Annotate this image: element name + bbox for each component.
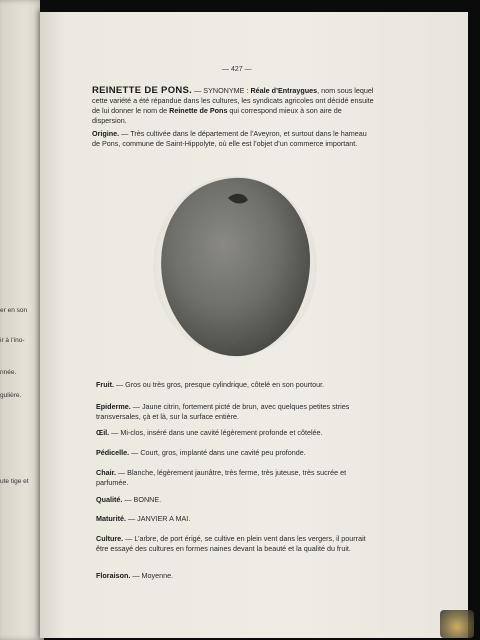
apple-illustration [150,170,320,360]
desc-text: — JANVIER A MAI. [125,514,191,523]
description-oeil [96,428,378,438]
top-shadow [40,0,480,12]
desc-label: Epiderme. [96,402,131,411]
heading-text: , nom sous lequel cette variété a été répandue dans les cultures, les syndicats agricoles ont décidé ensuite de lui donner le nom de [92,86,374,115]
synonym-prefix: — SYNONYME : [192,86,251,95]
left-page-fragment: nnée. [0,369,17,376]
description-chair [96,468,378,488]
description-pedicelle [96,448,378,458]
desc-label: Culture. [96,534,124,543]
description-floraison [96,571,378,581]
apple-photograph [150,170,320,360]
desc-text: — Jaune citrin, fortement picté de brun, avec quelques petites stries transversales, çà et là, sur la surface entière. [96,402,350,421]
description-epiderme [96,402,378,422]
origin-label: Origine. [92,129,120,138]
description-culture [96,534,378,554]
desc-text: — Blanche, légèrement jaunâtre, très ferme, très juteuse, très sucrée et parfumée. [96,468,347,487]
page-number: — 427 — [222,66,252,73]
watermark-logo-icon [440,610,474,638]
variety-title: REINETTE DE PONS. [92,85,193,96]
description-maturite [96,514,378,524]
left-page-fragment: ir à l’ino- [0,337,25,344]
variety-heading-paragraph [92,86,374,126]
description-qualite [96,495,378,505]
origin-text: — Très cultivée dans le département de l’Aveyron, et surtout dans le hameau de Pons, commune de Saint-Hippolyte, où elle est l’objet d’un commerce important. [92,129,367,148]
desc-text: — L’arbre, de port érigé, se cultive en plein vent dans les vergers, il pourrait être essayé des cultures en formes naines devant la beauté et la qualité du fruit. [96,534,366,553]
left-page-edge [0,0,44,640]
desc-label: Œil. [96,428,110,437]
heading-text-end: qui correspond mieux à son aire de dispersion. [92,106,342,125]
desc-text: — BONNE. [122,495,162,504]
left-page-fragment: er en son [0,307,28,314]
desc-label: Qualité. [96,495,123,504]
desc-text: — Mi-clos, inséré dans une cavité légèrement profonde et côtelée. [109,428,323,437]
origin-paragraph [92,129,374,149]
desc-label: Fruit. [96,380,114,389]
left-page-fragment: gulière. [0,392,22,399]
desc-text: — Court, gros, implanté dans une cavité peu profonde. [129,448,306,457]
desc-text: — Moyenne. [130,571,174,580]
desc-label: Chair. [96,468,116,477]
desc-label: Floraison. [96,571,131,580]
variety-name-inline: Reinette de Pons [169,106,228,115]
left-page-fragment: ute tige et [0,478,29,485]
desc-label: Maturité. [96,514,126,523]
desc-text: — Gros ou très gros, presque cylindrique, côtelé en son pourtour. [113,380,325,389]
desc-label: Pédicelle. [96,448,130,457]
description-fruit [96,380,378,390]
synonym-name: Réale d’Entraygues [250,86,318,95]
